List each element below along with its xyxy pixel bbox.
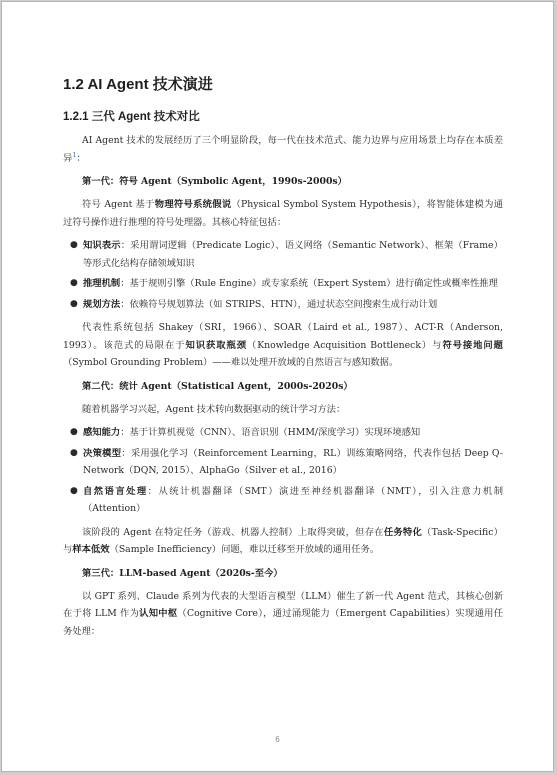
gen1-p2-e: （Symbol Grounding Problem）——难以处理开放域的自然语言与感知数据。: [63, 357, 399, 368]
gen1-heading: 第一代：符号 Agent（Symbolic Agent，1990s-2000s）: [82, 176, 347, 187]
list-item-label: 知识表示: [83, 240, 121, 251]
list-item-label: 规划方法: [83, 298, 121, 310]
list-item-text: ：基于规则引擎（Rule Engine）或专家系统（Expert System）进行确定性或概率性推理: [120, 278, 498, 289]
list-item-text: ：采用谓词逻辑（Predicate Logic）、语义网络（Semantic Network）、框架（Frame）等形式化结构存储领域知识: [83, 240, 503, 269]
list-item: [63, 237, 503, 272]
gen1-summary-paragraph: [63, 319, 503, 372]
list-item-label: 推理机制: [83, 278, 121, 289]
intro-end: ：: [76, 152, 86, 164]
bullet-icon: ●: [70, 240, 78, 250]
gen2-bullet-list: [63, 424, 503, 518]
gen1-p2-bold-1: 知识获取瓶颈: [185, 339, 247, 351]
bullet-icon: ●: [70, 298, 78, 309]
gen2-p2-bold-1: 任务特化: [383, 526, 423, 538]
list-item-text: ：从统计机器翻译（SMT）演进至神经机器翻译（NMT），引入注意力机制（Attention）: [83, 485, 503, 514]
list-item-text: ：基于计算机视觉（CNN）、语音识别（HMM/深度学习）实现环境感知: [120, 427, 421, 438]
gen2-p2-e: （Sample Inefficiency）问题，难以迁移至开放域的通用任务。: [109, 544, 380, 555]
section-title: 1.2 AI Agent 技术演进: [63, 76, 213, 93]
gen3-heading: 第三代：LLM-based Agent（2020s-至今）: [82, 567, 283, 579]
gen2-p2-a: 该阶段的 Agent 在特定任务（游戏、机器人控制）上取得突破，但存在: [82, 526, 384, 538]
gen3-p1-a: 以 GPT 系列、Claude 系列为代表的大型语言模型（LLM）催生了新一代 Agent 范式，其核心创新在于将 LLM 作为: [63, 590, 503, 619]
intro-text: AI Agent 技术的发展经历了三个明显阶段，每一代在技术范式、能力边界与应用场景上均存在本质差异: [63, 135, 503, 164]
list-item-text: ：依赖符号规划算法（如 STRIPS、HTN），通过状态空间搜索生成行动计划: [120, 298, 438, 310]
gen3-p1-bold: 认知中枢: [139, 608, 178, 619]
gen1-p1-bold: 物理符号系统假说: [154, 199, 232, 210]
gen1-bullet-list: [63, 237, 503, 313]
gen2-heading: 第二代：统计 Agent（Statistical Agent，2000s-2020s）: [82, 380, 353, 392]
bullet-icon: ●: [70, 427, 78, 437]
document-page: [1, 1, 554, 772]
gen2-p2-bold-2: 样本低效: [72, 544, 110, 555]
gen1-p1-a: 符号 Agent 基于: [82, 199, 155, 210]
list-item: [63, 275, 503, 293]
subsection-title: 1.2.1 三代 Agent 技术对比: [63, 111, 200, 123]
gen1-p2-a: 代表性系统包括 Shakey（SRI，1966）、SOAR（Laird et al., 1987）、ACT-R（Anderson, 1993）。该范式的局限在于: [63, 322, 503, 351]
gen3-paragraph: [63, 588, 503, 641]
gen1-p2-bold-2: 符号接地问题: [442, 339, 503, 351]
list-item: [63, 424, 503, 442]
list-item-text: ：采用强化学习（Reinforcement Learning，RL）训练策略网络，代表作包括 Deep Q-Network（DQN, 2015）、AlphaGo（Silver et al., 2016）: [83, 447, 503, 476]
list-item: [63, 296, 503, 314]
bullet-icon: ●: [70, 278, 78, 288]
bullet-icon: ●: [70, 485, 78, 496]
gen3-p1-c: （Cognitive Core），通过涌现能力（Emergent Capabilities）实现通用任务处理：: [63, 608, 503, 637]
list-item-label: 自然语言处理: [83, 485, 148, 497]
list-item: [63, 445, 503, 480]
gen2-summary-paragraph: [63, 524, 503, 559]
list-item: [63, 483, 503, 518]
bullet-icon: ●: [70, 447, 78, 458]
list-item-label: 感知能力: [83, 427, 121, 438]
intro-paragraph: [63, 132, 503, 167]
page-content: [63, 74, 503, 640]
gen1-p2-c: （Knowledge Acquisition Bottleneck）与: [246, 339, 443, 351]
gen1-paragraph: [63, 196, 503, 231]
page-number: 6: [275, 735, 280, 744]
list-item-label: 决策模型: [83, 447, 122, 459]
gen2-p2-c: （Task-Specific）与: [63, 526, 503, 555]
gen2-paragraph: 随着机器学习兴起，Agent 技术转向数据驱动的统计学习方法：: [82, 403, 346, 415]
gen1-p1-c: （Physical Symbol System Hypothesis），将智能体建模为通过符号操作进行推理的符号处理器。其核心特征包括：: [63, 199, 503, 228]
footnote-ref[interactable]: 1: [72, 150, 77, 159]
